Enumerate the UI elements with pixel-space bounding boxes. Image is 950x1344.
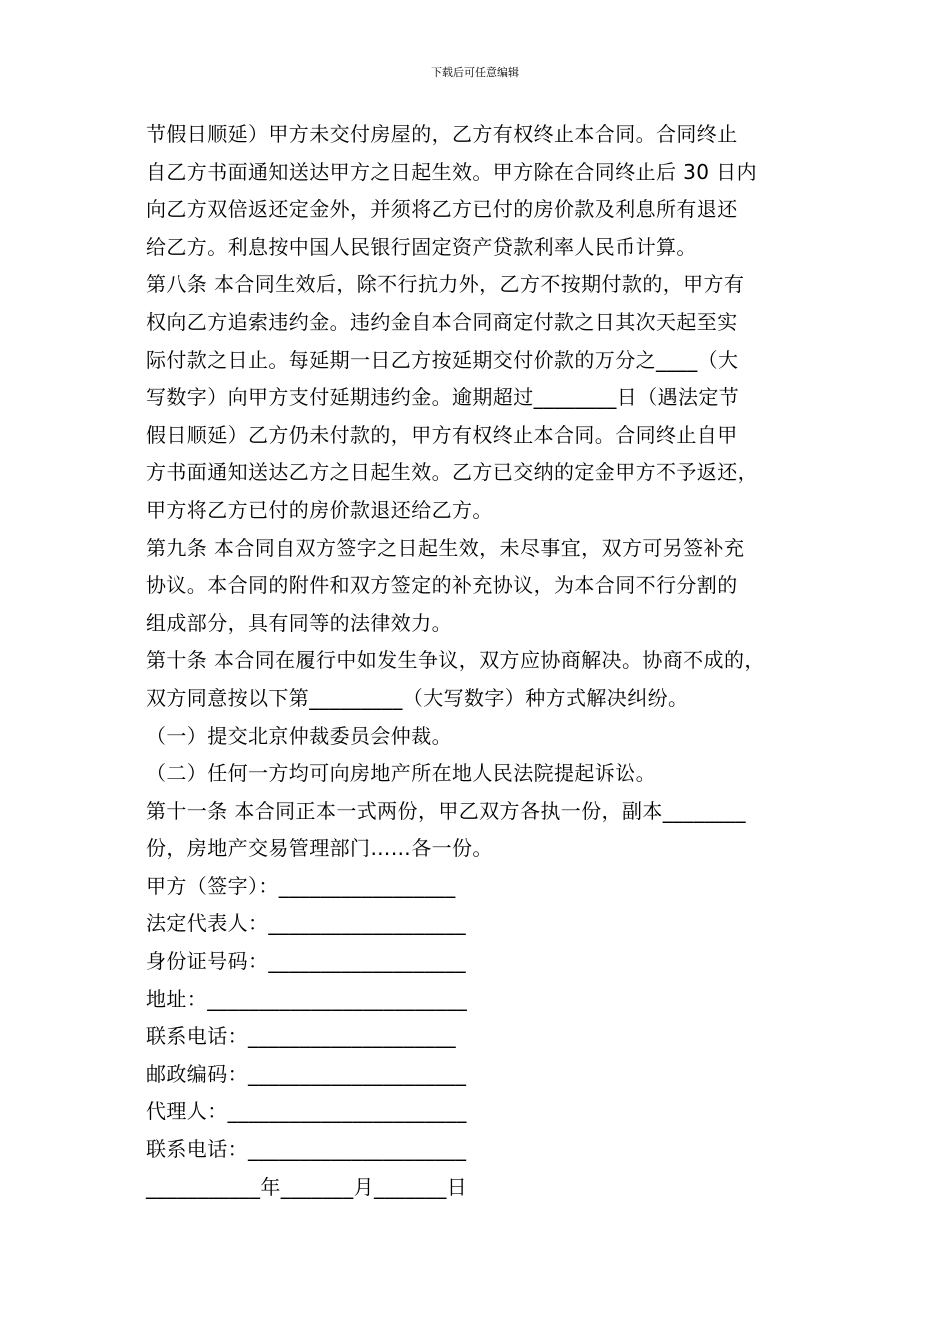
address-field: 地址：_________________________	[146, 986, 468, 1011]
page-header-note: 下载后可任意编辑	[431, 66, 519, 79]
body-line: 自乙方书面通知送达甲方之日起生效。甲方除在合同终止后 30 日内	[146, 159, 757, 184]
contract-body	[146, 116, 816, 1206]
body-line: 协议。本合同的附件和双方签定的补充协议，为本合同不行分割的	[146, 573, 738, 598]
body-line: 方书面通知送达乙方之日起生效。乙方已交纳的定金甲方不予返还，	[146, 460, 758, 485]
id-number-field: 身份证号码：___________________	[146, 949, 466, 974]
body-line: 际付款之日止。每延期一日乙方按延期交付价款的万分之____（大	[146, 347, 739, 372]
body-line: 组成部分，具有同等的法律效力。	[146, 610, 452, 635]
article-9-line: 第九条 本合同自双方签字之日起生效，未尽事宜，双方可另签补充	[146, 535, 745, 560]
agent-field: 代理人：_______________________	[146, 1099, 467, 1124]
phone-field: 联系电话：____________________	[146, 1024, 456, 1049]
option-1-line: （一）提交北京仲裁委员会仲裁。	[146, 723, 452, 748]
article-11-line: 第十一条 本合同正本一式两份，甲乙双方各执一份，副本________	[146, 798, 746, 823]
article-10-line: 第十条 本合同在履行中如发生争议，双方应协商解决。协商不成的，	[146, 648, 765, 673]
body-line: 权向乙方追索违约金。违约金自本合同商定付款之日其次天起至实	[146, 309, 738, 334]
article-8-line: 第八条 本合同生效后，除不行抗力外，乙方不按期付款的，甲方有	[146, 272, 745, 297]
postal-code-field: 邮政编码：_____________________	[146, 1061, 467, 1086]
body-line: 假日顺延）乙方仍未付款的，甲方有权终止本合同。合同终止自甲	[146, 422, 738, 447]
agent-phone-field: 联系电话：_____________________	[146, 1137, 467, 1162]
body-line: 份，房地产交易管理部门……各一份。	[146, 836, 493, 861]
body-line: 写数字）向甲方支付延期违约金。逾期超过________日（遇法定节	[146, 385, 740, 410]
legal-representative-field: 法定代表人：___________________	[146, 911, 466, 936]
body-line: 向乙方双倍返还定金外，并须将乙方已付的房价款及利息所有退还	[146, 197, 738, 222]
body-line: 给乙方。利息按中国人民银行固定资产贷款利率人民币计算。	[146, 234, 697, 259]
body-line: 双方同意按以下第_________（大写数字）种方式解决纠纷。	[146, 685, 689, 710]
option-2-line: （二）任何一方均可向房地产所在地人民法院提起诉讼。	[146, 761, 656, 786]
party-a-signature-field: 甲方（签字）：_________________	[146, 873, 456, 898]
body-line: 节假日顺延）甲方未交付房屋的，乙方有权终止本合同。合同终止	[146, 122, 738, 146]
body-line: 甲方将乙方已付的房价款退还给乙方。	[146, 497, 493, 522]
date-field: ___________年_______月_______日	[146, 1174, 468, 1199]
